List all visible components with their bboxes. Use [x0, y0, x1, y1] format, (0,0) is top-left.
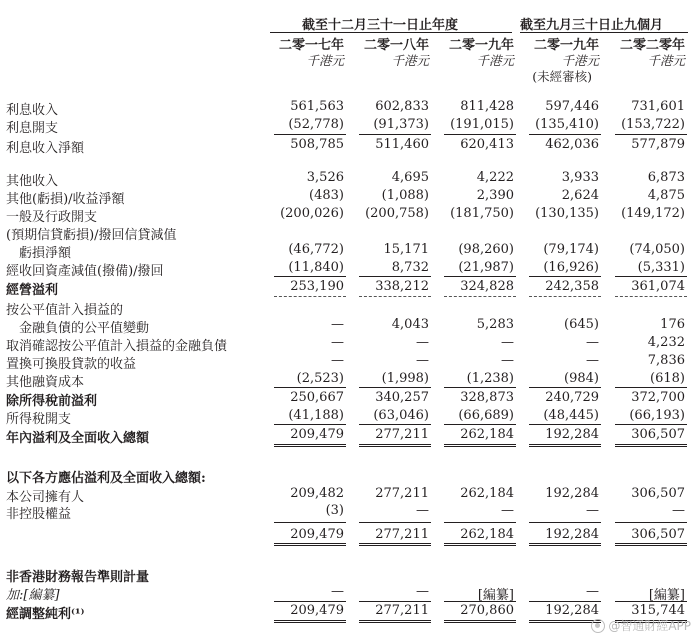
row-label-profit-for-year: 年內溢利及全面收入總額: [6, 431, 150, 446]
cell-r11-c3: (645): [564, 317, 599, 332]
col-unit-4: 千港元: [647, 53, 685, 68]
rule-1-c3: [529, 276, 601, 277]
rule-3-c0: [274, 387, 346, 388]
cell-r3-c0: 3,526: [306, 170, 344, 185]
cell-r13-c4: 7,836: [647, 353, 685, 368]
rule-0-c2: [444, 134, 516, 135]
row-label-non-hkfrs-heading: 非香港財務報告準則計量: [6, 570, 150, 585]
cell-r8-c4: (5,331): [637, 260, 685, 275]
cell-r5-c2: (181,750): [450, 206, 514, 221]
rule-6-c1: [359, 522, 431, 523]
cell-r4-c2: 2,390: [476, 188, 514, 203]
row-label-other-income: 其他收入: [6, 174, 59, 189]
row-label-derecognition: 取消確認按公平值計入損益的金融負債: [6, 339, 228, 354]
cell-r13-c2: —: [501, 353, 514, 368]
row-label-fvtpl-heading: 按公平值計入損益的: [6, 303, 124, 318]
rule-2-c2: [444, 296, 516, 297]
cell-r15-c2: 328,873: [460, 390, 514, 405]
cell-r19-c4: 306,507: [631, 486, 685, 501]
cell-r5-c3: (130,135): [535, 206, 599, 221]
cell-r20-c0: (3): [325, 503, 344, 518]
rule-4-c4: [615, 424, 687, 425]
rule-8-c3: [529, 601, 601, 602]
rule-7-c3: [529, 543, 601, 546]
watermark: [591, 617, 691, 634]
cell-r7-c3: (79,174): [543, 242, 599, 257]
cell-r16-c1: (63,046): [373, 408, 429, 423]
col-unit-3: 千港元: [561, 53, 599, 68]
cell-r21-c3: 192,284: [545, 527, 599, 542]
row-label-interest-expense: 利息開支: [6, 121, 59, 136]
cell-r20-c3: —: [586, 503, 599, 518]
cell-r19-c1: 277,211: [375, 486, 429, 501]
cell-r13-c1: —: [416, 353, 429, 368]
row-label-interest-income: 利息收入: [6, 103, 59, 118]
header-nine-month-group: 截至九月三十日止九個月: [520, 18, 664, 33]
cell-r23-c0: —: [331, 584, 344, 599]
rule-3-c4: [615, 387, 687, 388]
rule-0-c4: [615, 134, 687, 135]
row-label-add-redacted: 加:[編纂]: [6, 588, 60, 603]
cell-r12-c0: —: [331, 335, 344, 350]
cell-r12-c1: —: [416, 335, 429, 350]
rule-5-c0: [274, 444, 346, 447]
cell-r1-c2: (191,015): [450, 117, 514, 132]
rule-3-c2: [444, 387, 516, 388]
cell-r11-c4: 176: [660, 317, 685, 332]
cell-r15-c4: 372,700: [631, 390, 685, 405]
cell-r4-c4: 4,875: [647, 188, 685, 203]
watermark-logo-icon: [591, 619, 605, 633]
cell-r9-c3: 242,358: [545, 279, 599, 294]
rule-1-c0: [274, 276, 346, 277]
cell-r2-c4: 577,879: [631, 137, 685, 152]
cell-r21-c1: 277,211: [375, 527, 429, 542]
cell-r14-c2: (1,238): [466, 371, 514, 386]
rule-9-c0: [274, 620, 346, 623]
cell-r19-c0: 209,482: [290, 486, 344, 501]
cell-r7-c2: (98,260): [458, 242, 514, 257]
cell-r21-c2: 262,184: [460, 527, 514, 542]
cell-r3-c4: 6,873: [647, 170, 685, 185]
cell-r14-c3: (984): [564, 371, 599, 386]
rule-7-c0: [274, 543, 346, 546]
header-nine-underline: [520, 32, 688, 33]
cell-r11-c0: —: [331, 317, 344, 332]
cell-r21-c4: 306,507: [631, 527, 685, 542]
cell-r14-c0: (2,523): [296, 371, 344, 386]
cell-r24-c4: 315,744: [631, 603, 685, 618]
cell-r20-c2: —: [501, 503, 514, 518]
cell-r9-c4: 361,074: [631, 279, 685, 294]
rule-3-c3: [529, 387, 601, 388]
cell-r12-c2: —: [501, 335, 514, 350]
rule-1-c4: [615, 276, 687, 277]
cell-r5-c1: (200,758): [365, 206, 429, 221]
cell-r4-c3: 2,624: [561, 188, 599, 203]
cell-r20-c1: —: [416, 503, 429, 518]
watermark-text: @智通財經APP: [608, 619, 691, 633]
cell-r20-c4: —: [672, 503, 685, 518]
rule-4-c1: [359, 424, 431, 425]
cell-r3-c1: 4,695: [391, 170, 429, 185]
cell-r14-c4: (618): [650, 371, 685, 386]
cell-r13-c0: —: [331, 353, 344, 368]
cell-r24-c3: 192,284: [545, 603, 599, 618]
cell-r24-c2: 270,860: [460, 603, 514, 618]
cell-r8-c0: (11,840): [288, 260, 344, 275]
rule-7-c4: [615, 543, 687, 546]
cell-r2-c1: 511,460: [375, 137, 429, 152]
row-label-attributable-heading: 以下各方應佔溢利及全面收入總額:: [6, 471, 206, 486]
row-label-net-interest-income: 利息收入淨額: [6, 141, 85, 156]
rule-9-c2: [444, 620, 516, 623]
row-label-repossessed-impairment: 經收回資產減值(撥備)/撥回: [6, 264, 164, 279]
cell-r1-c4: (153,722): [621, 117, 685, 132]
cell-r24-c0: 209,479: [290, 603, 344, 618]
rule-0-c0: [274, 134, 346, 135]
cell-r24-c1: 277,211: [375, 603, 429, 618]
row-label-profit-before-tax: 除所得稅前溢利: [6, 394, 98, 409]
cell-r15-c3: 240,729: [545, 390, 599, 405]
row-label-admin-expenses: 一般及行政開支: [6, 210, 98, 225]
cell-r16-c2: (66,689): [458, 408, 514, 423]
cell-r16-c4: (66,193): [629, 408, 685, 423]
cell-r17-c2: 262,184: [460, 427, 514, 442]
rule-8-c4: [615, 601, 687, 602]
cell-r9-c2: 324,828: [460, 279, 514, 294]
cell-r8-c1: 8,732: [391, 260, 429, 275]
row-label-owners: 本公司擁有人: [6, 490, 85, 505]
rule-1-c1: [359, 276, 431, 277]
col-unaudited-note: (未經審核): [532, 69, 592, 84]
rule-9-c1: [359, 620, 431, 623]
cell-r17-c3: 192,284: [545, 427, 599, 442]
cell-r11-c2: 5,283: [476, 317, 514, 332]
cell-r16-c3: (48,445): [543, 408, 599, 423]
rule-1-c2: [444, 276, 516, 277]
cell-r23-c2: [編纂]: [477, 588, 514, 603]
cell-r12-c3: —: [586, 335, 599, 350]
rule-5-c4: [615, 444, 687, 447]
rule-2-c4: [615, 296, 687, 297]
cell-r17-c0: 209,479: [290, 427, 344, 442]
cell-r3-c3: 3,933: [561, 170, 599, 185]
rule-0-c1: [359, 134, 431, 135]
rule-4-c2: [444, 424, 516, 425]
cell-r1-c1: (91,373): [373, 117, 429, 132]
cell-r4-c0: (483): [309, 188, 344, 203]
row-label-ecl-heading: (預期信貸虧損)/撥回信貸減值: [6, 228, 177, 243]
cell-r16-c0: (41,188): [288, 408, 344, 423]
cell-r4-c1: (1,088): [381, 188, 429, 203]
rule-6-c3: [529, 522, 601, 523]
cell-r14-c1: (1,998): [381, 371, 429, 386]
cell-r19-c2: 262,184: [460, 486, 514, 501]
cell-r1-c0: (52,778): [288, 117, 344, 132]
cell-r0-c0: 561,563: [290, 99, 344, 114]
row-label-other-gains: 其他(虧損)/收益淨額: [6, 192, 125, 207]
cell-r21-c0: 209,479: [290, 527, 344, 542]
col-header-0: 二零一七年: [278, 38, 344, 53]
rule-4-c0: [274, 424, 346, 425]
rule-5-c1: [359, 444, 431, 447]
rule-7-c1: [359, 543, 431, 546]
cell-r7-c1: 15,171: [383, 242, 429, 257]
cell-r5-c4: (149,172): [621, 206, 685, 221]
rule-3-c1: [359, 387, 431, 388]
rule-8-c2: [444, 601, 516, 602]
col-unit-1: 千港元: [391, 53, 429, 68]
row-label-adjusted-net-profit: 經調整純利⁽¹⁾: [6, 607, 85, 622]
row-label-other-finance-costs: 其他融資成本: [6, 375, 85, 390]
col-unit-2: 千港元: [476, 53, 514, 68]
cell-r9-c0: 253,190: [290, 279, 344, 294]
cell-r7-c0: (46,772): [288, 242, 344, 257]
cell-r0-c2: 811,428: [460, 99, 514, 114]
cell-r15-c0: 250,667: [290, 390, 344, 405]
cell-r19-c3: 192,284: [545, 486, 599, 501]
cell-r11-c1: 4,043: [391, 317, 429, 332]
cell-r17-c4: 306,507: [631, 427, 685, 442]
row-label-operating-profit: 經營溢利: [6, 283, 59, 298]
col-header-1: 二零一八年: [363, 38, 429, 53]
cell-r3-c2: 4,222: [476, 170, 514, 185]
cell-r8-c2: (21,987): [458, 260, 514, 275]
cell-r13-c3: —: [586, 353, 599, 368]
rule-2-c3: [529, 296, 601, 297]
col-unit-0: 千港元: [306, 53, 344, 68]
row-label-ecl-net: 虧損淨額: [6, 246, 72, 261]
cell-r17-c1: 277,211: [375, 427, 429, 442]
cell-r2-c0: 508,785: [290, 137, 344, 152]
col-header-2: 二零一九年: [448, 38, 514, 53]
cell-r7-c4: (74,050): [629, 242, 685, 257]
rule-4-c3: [529, 424, 601, 425]
rule-8-c1: [359, 601, 431, 602]
rule-6-c0: [274, 522, 346, 523]
cell-r8-c3: (16,926): [543, 260, 599, 275]
rule-9-c3: [529, 620, 601, 623]
cell-r0-c4: 731,601: [631, 99, 685, 114]
cell-r23-c4: [編纂]: [648, 588, 685, 603]
cell-r2-c2: 620,413: [460, 137, 514, 152]
row-label-convertible-gain: 置換可換股貸款的收益: [6, 357, 137, 372]
rule-5-c2: [444, 444, 516, 447]
row-label-nci: 非控股權益: [6, 507, 72, 522]
cell-r12-c4: 4,232: [647, 335, 685, 350]
rule-6-c4: [615, 522, 687, 523]
rule-0-c3: [529, 134, 601, 135]
rule-7-c2: [444, 543, 516, 546]
rule-2-c1: [359, 296, 431, 297]
cell-r1-c3: (135,410): [535, 117, 599, 132]
cell-r23-c3: —: [586, 584, 599, 599]
cell-r23-c1: —: [416, 584, 429, 599]
col-header-4: 二零二零年: [619, 38, 685, 53]
cell-r0-c3: 597,446: [545, 99, 599, 114]
row-label-fvtpl-change: 金融負債的公平值變動: [6, 321, 150, 336]
header-year-underline: [270, 32, 512, 33]
row-label-income-tax: 所得稅開支: [6, 412, 72, 427]
header-year-group: 截至十二月三十一日止年度: [302, 18, 459, 33]
rule-5-c3: [529, 444, 601, 447]
cell-r2-c3: 462,036: [545, 137, 599, 152]
rule-2-c0: [274, 296, 346, 297]
rule-6-c2: [444, 522, 516, 523]
cell-r5-c0: (200,026): [280, 206, 344, 221]
rule-8-c0: [274, 601, 346, 602]
cell-r15-c1: 340,257: [375, 390, 429, 405]
cell-r0-c1: 602,833: [375, 99, 429, 114]
col-header-3: 二零一九年: [533, 38, 599, 53]
cell-r9-c1: 338,212: [375, 279, 429, 294]
